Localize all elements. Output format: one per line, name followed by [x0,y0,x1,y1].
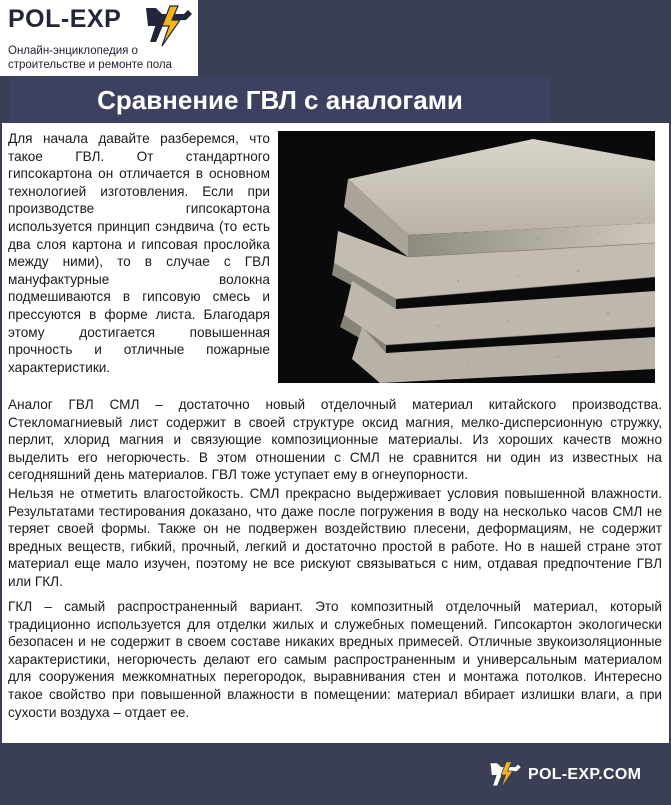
brand-tagline: Онлайн-энциклопедия о строительстве и ремонте пола [8,45,172,71]
footer-brand [484,758,641,792]
paragraph-gkl: ГКЛ – самый распространенный вариант. Это композитный отделочный материал, который традиционно используется для отделки жилых и служебных помещений. Гипсокартон экологически безопасен и не содержит в своем составе никаких вредных примесей. Отличные звукоизоляционные характеристики, негорючесть делают его самым распространенным и универсальным материалом для сооружения межкомнатных перегородок, выравнивания стен и монтажа потолков. Интересно такое свойство при повышенной влажности в помещении: материал вбирает излишки влаги, а при сухости воздуха – отдает ее. [8,599,662,720]
title-banner [10,77,550,123]
footer-site-name: POL-EXP.COM [528,766,642,783]
article-panel [2,123,669,743]
paragraph-intro: Для начала давайте разберемся, что такое ГВЛ. От стандартного гипсокартона он отличается в основном технологией изготовления. Если при производстве гипсокартона используется принцип сэндвича (то есть два слоя картона и гипсовая прослойка между ними), то в случае с ГВЛ мануфактурные волокна подмешиваются в гипсовую смесь и прессуются в форме листа. Благодаря этому достигается повышенная прочность и отличные пожарные характеристики. [8,131,270,375]
hammer-lightning-icon [484,760,522,790]
stacked-sheets-image [278,131,655,383]
article-image [278,131,655,383]
brand-logo [0,0,198,76]
paragraph-moisture: Нельзя не отметить влагостойкость. СМЛ прекрасно выдерживает условия повышенной влажности. Результатами тестирования доказано, что даже после погружения в воду на несколько часов СМЛ не теряет своей формы. Также он не подвержен воздействию плесени, деформациям, не содержит вредных веществ, гибкий, прочный, легкий и достаточно простой в работе. Но в нашей стране этот материал еще мало изучен, поэтому не все рискуют связываться с ним, отдавая предпочтение ГВЛ или ГКЛ. [8,486,662,589]
brand-name: POL-EXP [8,5,122,33]
paragraph-sml: Аналог ГВЛ СМЛ – достаточно новый отделочный материал китайского производства. Стекломагниевый лист содержит в своей структуре оксид магния, мелко-дисперсионную стружку, перлит, хлорид магния и связующие композиционные материалы. Из хороших качеств можно выделить его негорючесть. В этом отношении с СМЛ не сравнится ни один из известных на сегодняшний день материалов. ГВЛ тоже уступает ему в огнеупорности. [8,397,662,483]
hammer-lightning-icon [136,4,194,48]
page-title: Сравнение ГВЛ с аналогами [97,84,463,115]
